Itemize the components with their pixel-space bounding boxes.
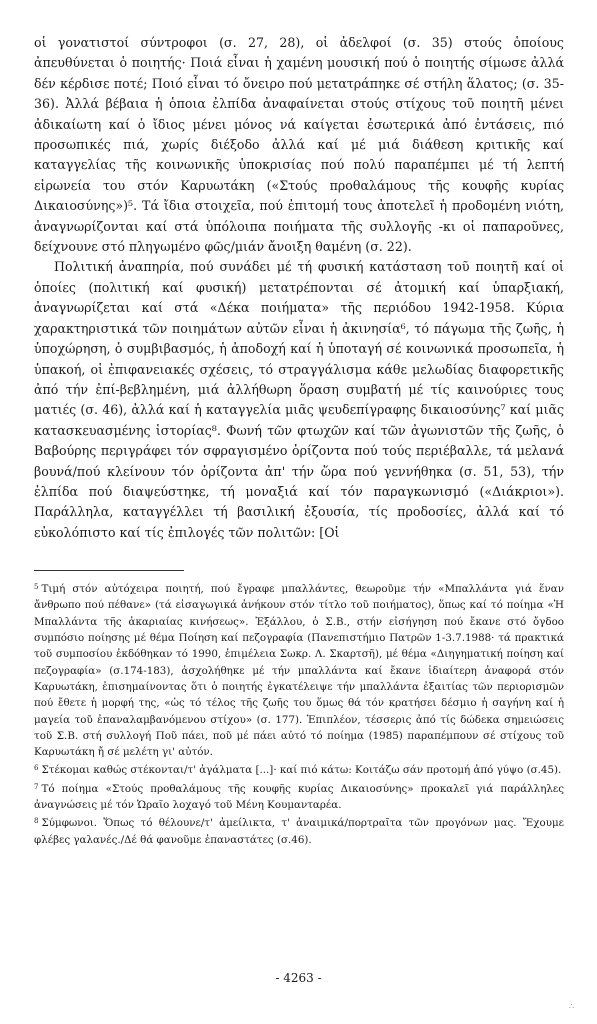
- footnote-5: [34, 579, 564, 760]
- footnote-text: Τιμή στόν αὐτόχειρα ποιητή, πού ἔγραφε μπαλλάντες, θεωροῦμε τήν «Μπαλλάντα γιά ἕναν ἄνθρωπο πού πέθανε» (τά εἰσαγωγικά ἀνήκουν στόν τίτλο τοῦ ποιήματος), ὅπως καί τό ποίημα «Ἡ Μπαλλάντα τῆς ἀκαριαίας κινήσεως». Ἐξάλλου, ὁ Σ.Β., στήν εἰσήγηση πού ἔκανε στό ὄγδοο συμπόσιο ποίησης μέ θέμα Ποίηση καί πεζογραφία (Πανεπιστήμιο Πατρῶν 1-3.7.1988· τά πρακτικά τοῦ συμποσίου ἐκδόθηκαν τό 1990, ἐπιμέλεια Σωκρ. Λ. Σκαρτσῆ), μέ θέμα «Διηγηματική ποίηση καί πεζογραφία» (σ.174-183), ἀσχολήθηκε μέ τήν μπαλλάντα καί ἔκανε ἰδιαίτερη ἀναφορά στόν Καρυωτάκη, ἐπισημαίνοντας ὅτι ὁ ποιητής ἐγκατέλειψε τήν μπαλλάντα ἐξαιτίας τῶν περιορισμῶν πού ἔθετε ἡ μορφή της, «ὡς τό τέλος τῆς ζωῆς του ὅμως θά τόν κρατήσει δέσμιο ἡ σαγήνη καί ἡ μαγεία τοῦ ἐπαναλαμβανόμενου στίχου» (σ. 177). Ἐπιπλέον, τέσσερις ἀπό τίς δώδεκα σημειώσεις τοῦ Σ.Β. στή συλλογή Ποῦ πάει, ποῦ μέ πάει αὐτό τό ποίημα (1985) παραπέμπουν σέ στίχους τοῦ Καρυωτάκη ἤ σέ μελέτη γι' αὐτόν.: [34, 583, 564, 759]
- footnote-7: [34, 779, 564, 814]
- footnote-text: Σύμφωνοι. Ὅπως τό θέλουνε/τ' ἀμείλικτα, τ' ἀναιμικά/πορτραῖτα τῶν προγόνων μας. Ἔχουμε φλέβες γαλανές./Δέ θά φανοῦμε ἐπαναστάτες (σ.46).: [34, 817, 564, 846]
- body-text: [34, 33, 564, 543]
- footnote-8: [34, 813, 564, 848]
- footnote-divider: [34, 570, 184, 571]
- footnote-6: [34, 760, 564, 778]
- page: [34, 33, 564, 848]
- paragraph: οἱ γονατιστοί σύντροφοι (σ. 27, 28), οἱ ἀδελφοί (σ. 35) στούς ὁποίους ἀπευθύνεται ὁ ποιητής· Ποιά εἶναι ἡ χαμένη μουσική πού ὁ ποιητής σίμωσε ἀλλά δέν κέρδισε ποτέ; Ποιό εἶναι τό ὄνειρο πού μετατράπηκε σέ στήλη ἅλατος; (σ. 35-36). Ἀλλά βέβαια ἡ ὁποια ἐλπίδα ἀναφαίνεται στούς στίχους τοῦ ποιητῆ μένει ἀδικαίωτη καί ὁ ἴδιος μένει μόνος νά καίγεται ἐσωτερικά ἀπό ἐντάσεις, πιό προσωπικές πιά, χωρίς διέξοδο ἀλλά καί μέ μιά διάθεση κριτικῆς καί καταγγελίας τῆς κοινωνικῆς ὑποκρισίας πού πολύ παραπέμπει μέ τή λεπτή εἰρωνεία του στόν Καρυωτάκη («Στούς προθαλάμους τῆς κουφῆς κυρίας Δικαιοσύνης»)⁵. Τά ἴδια στοιχεῖα, πού ἐπιτομή τους ἀποτελεῖ ἡ προδομένη νιότη, ἀναγνωρίζονται καί στά ὑπόλοιπα ποιήματα τῆς συλλογῆς -κι οἱ παπαροῦνες, δείχνουνε στό πληγωμένο φῶς/μιάν ἄνοιξη θαμένη (σ. 22).: [34, 35, 564, 255]
- footnote-number: 7: [34, 782, 39, 791]
- footnote-number: 5: [34, 583, 39, 592]
- paragraph: Πολιτική ἀναπηρία, πού συνάδει μέ τή φυσική κατάσταση τοῦ ποιητῆ καί οἱ ὁποίες (πολιτική καί φυσική) μετατρέπονται σέ ἀτομική καί ὑπαρξιακή, ἀναγνωρίζεται καί στά «Δέκα ποιήματα» τῆς περιόδου 1942-1958. Κύρια χαρακτηριστικά τῶν ποιημάτων αὐτῶν εἶναι ἡ ἀκινησία⁶, τό πάγωμα τῆς ζωῆς, ἡ ὑποχώρηση, ὁ συμβιβασμός, ἡ ἀποδοχή καί ἡ ὑποταγή σέ κοινωνικά προσωπεῖα, ἡ ὑπακοή, οἱ ἐπιφανειακές σχέσεις, τό στραγγάλισμα κάθε μελωδίας διαφορετικῆς ἀπό τήν ἐπί-βεβλημένη, μιά ἀλλήθωρη ὅραση συμβατή μέ τίς καινούριες τους ματιές (σ. 46), ἀλλά καί ἡ καταγγελία μιᾶς ψευδεπίγραφης δικαιοσύνης⁷ καί μιᾶς κατασκευασμένης ἱστορίας⁸. Φωνή τῶν φτωχῶν καί τῶν ἀγωνιστῶν τῆς ζωῆς, ὁ Βαβούρης περιγράφει τόν σφραγισμένο ὁρίζοντα πού τούς περιέβαλλε, τά μελανά βουνά/πού κλείνουν τόν ὁρίζοντα ἀπ' τήν ὥρα πού γεννήθηκα (σ. 51, 53), τήν ἐλπίδα πού διαψεύστηκε, τή μοναξιά καί τόν παραγκωνισμό («Διάκριοι»). Παράλληλα, καταγγέλλει τή βασιλική ἐξουσία, τίς προδοσίες, ἀλλά καί τό εὐκολόπιστο καί τίς ἐπιλογές τῶν πολιτῶν: [Οἱ: [34, 259, 564, 540]
- corner-mark: ∴: [569, 1002, 575, 1011]
- footnotes: [34, 579, 564, 848]
- footnote-text: Στέκομαι καθώς στέκονται/τ' ἀγάλματα [...]· καί πιό κάτω: Κοιτάζω σάν προτομή ἀπό γύψο (σ.45).: [41, 764, 562, 777]
- footnote-number: 8: [34, 817, 39, 826]
- page-number: - 4263 -: [275, 971, 322, 985]
- footnote-text: Τό ποίημα «Στούς προθαλάμους τῆς κουφῆς κυρίας Δικαιοσύνης» προκαλεῖ γιά παράλληλες ἀναγνώσεις μέ τόν Ὡραῖο λοχαγό τοῦ Μένη Κουμανταρέα.: [34, 782, 564, 812]
- footnote-number: 6: [34, 764, 39, 773]
